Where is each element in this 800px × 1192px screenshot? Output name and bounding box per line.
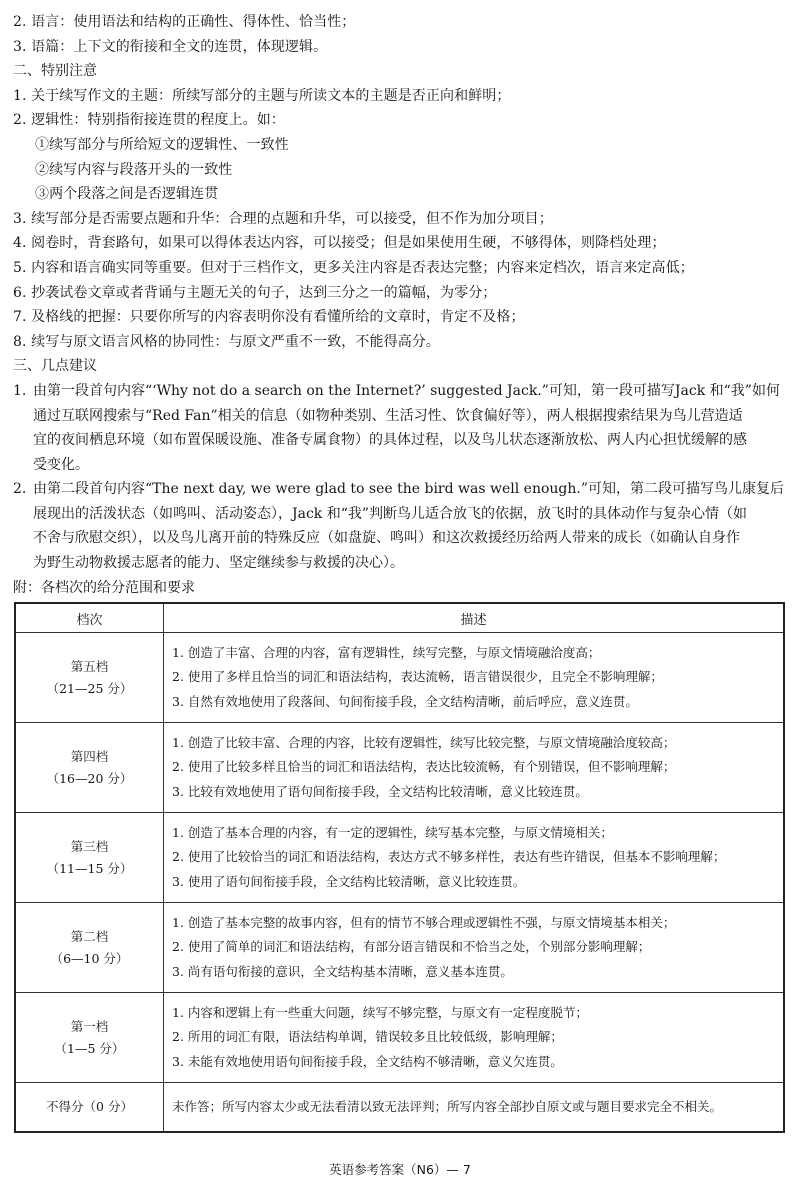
suggestion-line: 宜的夜间栖息环境（如布置保暖设施、准备专属食物）的具体过程，以及鸟儿状态逐渐放松、两人内心担忧缓解的感 <box>33 432 747 449</box>
grade-cell <box>15 903 164 993</box>
grade-range: （6—10 分） <box>50 950 129 966</box>
suggestion-number: 2. <box>13 481 27 498</box>
rubric-row-band-4 <box>15 723 784 813</box>
suggestion-paragraph-1 <box>13 379 785 477</box>
grade-name: 第四档 <box>70 748 109 764</box>
grade-name: 第三档 <box>70 838 109 854</box>
description-cell <box>164 813 785 903</box>
description-line: 1. 创造了比较丰富、合理的内容，比较有逻辑性，续写比较完整，与原文情境融洽度较高； <box>172 734 676 750</box>
note-item: 2. 逻辑性：特别指衔接连贯的程度上。如： <box>13 112 285 129</box>
note-item: 4. 阅卷时，背套路句，如果可以得体表达内容，可以接受；但是如果使用生硬，不够得体，则降档处理； <box>13 235 666 252</box>
grade-cell <box>15 813 164 903</box>
suggestion-paragraph-2 <box>13 477 785 575</box>
suggestion-line: 通过互联网搜索与“Red Fan”相关的信息（如物种类别、生活习性、饮食偏好等），两人根据搜索结果为鸟儿营造适 <box>33 407 743 424</box>
note-item: 1. 关于续写作文的主题：所续写部分的主题与所读文本的主题是否正向和鲜明； <box>13 87 511 104</box>
description-line: 1. 创造了基本完整的故事内容，但有的情节不够合理或逻辑性不强，与原文情境基本相关； <box>172 914 676 930</box>
suggestion-line: 由第一段首句内容“‘Why not do a search on the Internet?’ suggested Jack.”可知，第一段可描写Jack 和“我”如何 <box>33 382 780 399</box>
grade-cell <box>15 633 164 723</box>
section-heading-suggestions: 三、几点建议 <box>13 358 97 375</box>
grade-range: （16—20 分） <box>46 770 133 786</box>
note-item: 3. 续写部分是否需要点题和升华：合理的点题和升华，可以接受，但不作为加分项目； <box>13 210 553 227</box>
description-cell <box>164 903 785 993</box>
description-line: 2. 使用了简单的词汇和语法结构，有部分语言错误和不恰当之处，个别部分影响理解； <box>172 939 651 955</box>
criterion-language: 2. 语言：使用语法和结构的正确性、得体性、恰当性； <box>13 14 356 30</box>
criterion-discourse: 3. 语篇：上下文的衔接和全文的连贯，体现逻辑。 <box>13 38 328 55</box>
note-subitem: ③两个段落之间是否逻辑连贯 <box>35 186 219 203</box>
note-item: 6. 抄袭试卷文章或者背诵与主题无关的句子，达到三分之一的篇幅，为零分； <box>13 284 497 301</box>
rubric-header-row <box>15 603 784 633</box>
description-line: 1. 内容和逻辑上有一些重大问题，续写不够完整，与原文有一定程度脱节； <box>172 1004 588 1020</box>
section-heading-special-notes: 二、特别注意 <box>13 63 97 80</box>
suggestion-line: 不舍与欣慰交织），以及鸟儿离开前的特殊反应（如盘旋、鸣叫）和这次救援经历给两人带来的成长（如确认自身作 <box>33 530 740 547</box>
suggestion-line: 为野生动物救援志愿者的能力、坚定继续参与救援的决心）。 <box>33 555 404 572</box>
rubric-header-grade: 档次 <box>15 603 164 633</box>
page-content <box>13 10 785 600</box>
description-cell <box>164 633 785 723</box>
note-subitem: ①续写部分与所给短文的逻辑性、一致性 <box>35 136 289 153</box>
grade-cell <box>15 993 164 1083</box>
description-cell <box>164 723 785 813</box>
suggestion-line: 由第二段首句内容“The next day, we were glad to see the bird was well enough.”可知，第二段可描写鸟儿康复后 <box>33 481 784 498</box>
description-line: 3. 自然有效地使用了段落间、句间衔接手段，全文结构清晰，前后呼应，意义连贯。 <box>172 693 638 709</box>
description-cell: 未作答；所写内容太少或无法看清以致无法评判；所写内容全部抄自原文或与题目要求完全不相关。 <box>164 1083 785 1133</box>
rubric-row-band-5 <box>15 633 784 723</box>
rubric-header-description: 描述 <box>164 603 785 633</box>
grade-name: 第一档 <box>70 1018 109 1034</box>
description-cell <box>164 993 785 1083</box>
grade-range: （21—25 分） <box>46 680 133 696</box>
suggestion-number: 1. <box>13 382 27 399</box>
grade-name: 第二档 <box>70 928 109 944</box>
note-subitem: ②续写内容与段落开头的一致性 <box>35 161 233 178</box>
note-item: 8. 续写与原文语言风格的协同性：与原文严重不一致，不能得高分。 <box>13 333 441 350</box>
rubric-row-band-3 <box>15 813 784 903</box>
scoring-rubric-table <box>14 602 785 1133</box>
rubric-row-band-2 <box>15 903 784 993</box>
description-line: 3. 使用了语句间衔接手段，全文结构比较清晰，意义比较连贯。 <box>172 873 526 889</box>
rubric-row-band-1 <box>15 993 784 1083</box>
description-line: 2. 使用了多样且恰当的词汇和语法结构，表达流畅，语言错误很少，且完全不影响理解； <box>172 669 663 685</box>
suggestion-line: 受变化。 <box>33 456 89 473</box>
note-item: 5. 内容和语言确实同等重要。但对于三档作文，更多关注内容是否表达完整；内容来定档次，语言来定高低； <box>13 259 694 276</box>
description-line: 3. 尚有语句衔接的意识，全文结构基本清晰，意义基本连贯。 <box>172 963 513 979</box>
appendix-heading: 附：各档次的给分范围和要求 <box>13 579 195 596</box>
description-line: 3. 比较有效地使用了语句间衔接手段，全文结构比较清晰，意义比较连贯。 <box>172 783 588 799</box>
rubric-row-zero <box>15 1083 784 1133</box>
grade-cell: 不得分（0 分） <box>15 1083 164 1133</box>
grade-range: （1—5 分） <box>54 1040 125 1056</box>
description-line: 1. 创造了丰富、合理的内容，富有逻辑性，续写完整，与原文情境融洽度高； <box>172 644 601 660</box>
description-line: 3. 未能有效地使用语句间衔接手段，全文结构不够清晰，意义欠连贯。 <box>172 1053 563 1069</box>
suggestion-line: 展现出的活泼状态（如鸣叫、活动姿态），Jack 和“我”判断鸟儿适合放飞的依据，放飞时的具体动作与复杂心情（如 <box>33 505 748 522</box>
grade-name: 第五档 <box>70 658 109 674</box>
description-line: 2. 所用的词汇有限，语法结构单调，错误较多且比较低级，影响理解； <box>172 1029 563 1045</box>
description-line: 1. 创造了基本合理的内容，有一定的逻辑性，续写基本完整，与原文情境相关； <box>172 824 613 840</box>
grade-range: （11—15 分） <box>46 860 133 876</box>
description-line: 2. 使用了比较恰当的词汇和语法结构，表达方式不够多样性，表达有些许错误，但基本不影响理解； <box>172 849 726 865</box>
note-item: 7. 及格线的把握：只要你所写的内容表明你没有看懂所给的文章时，肯定不及格； <box>13 309 525 326</box>
page-footer: 英语参考答案（N6）— 7 <box>329 1162 471 1177</box>
grade-cell <box>15 723 164 813</box>
description-line: 2. 使用了比较多样且恰当的词汇和语法结构，表达比较流畅，有个别错误，但不影响理解； <box>172 759 676 775</box>
